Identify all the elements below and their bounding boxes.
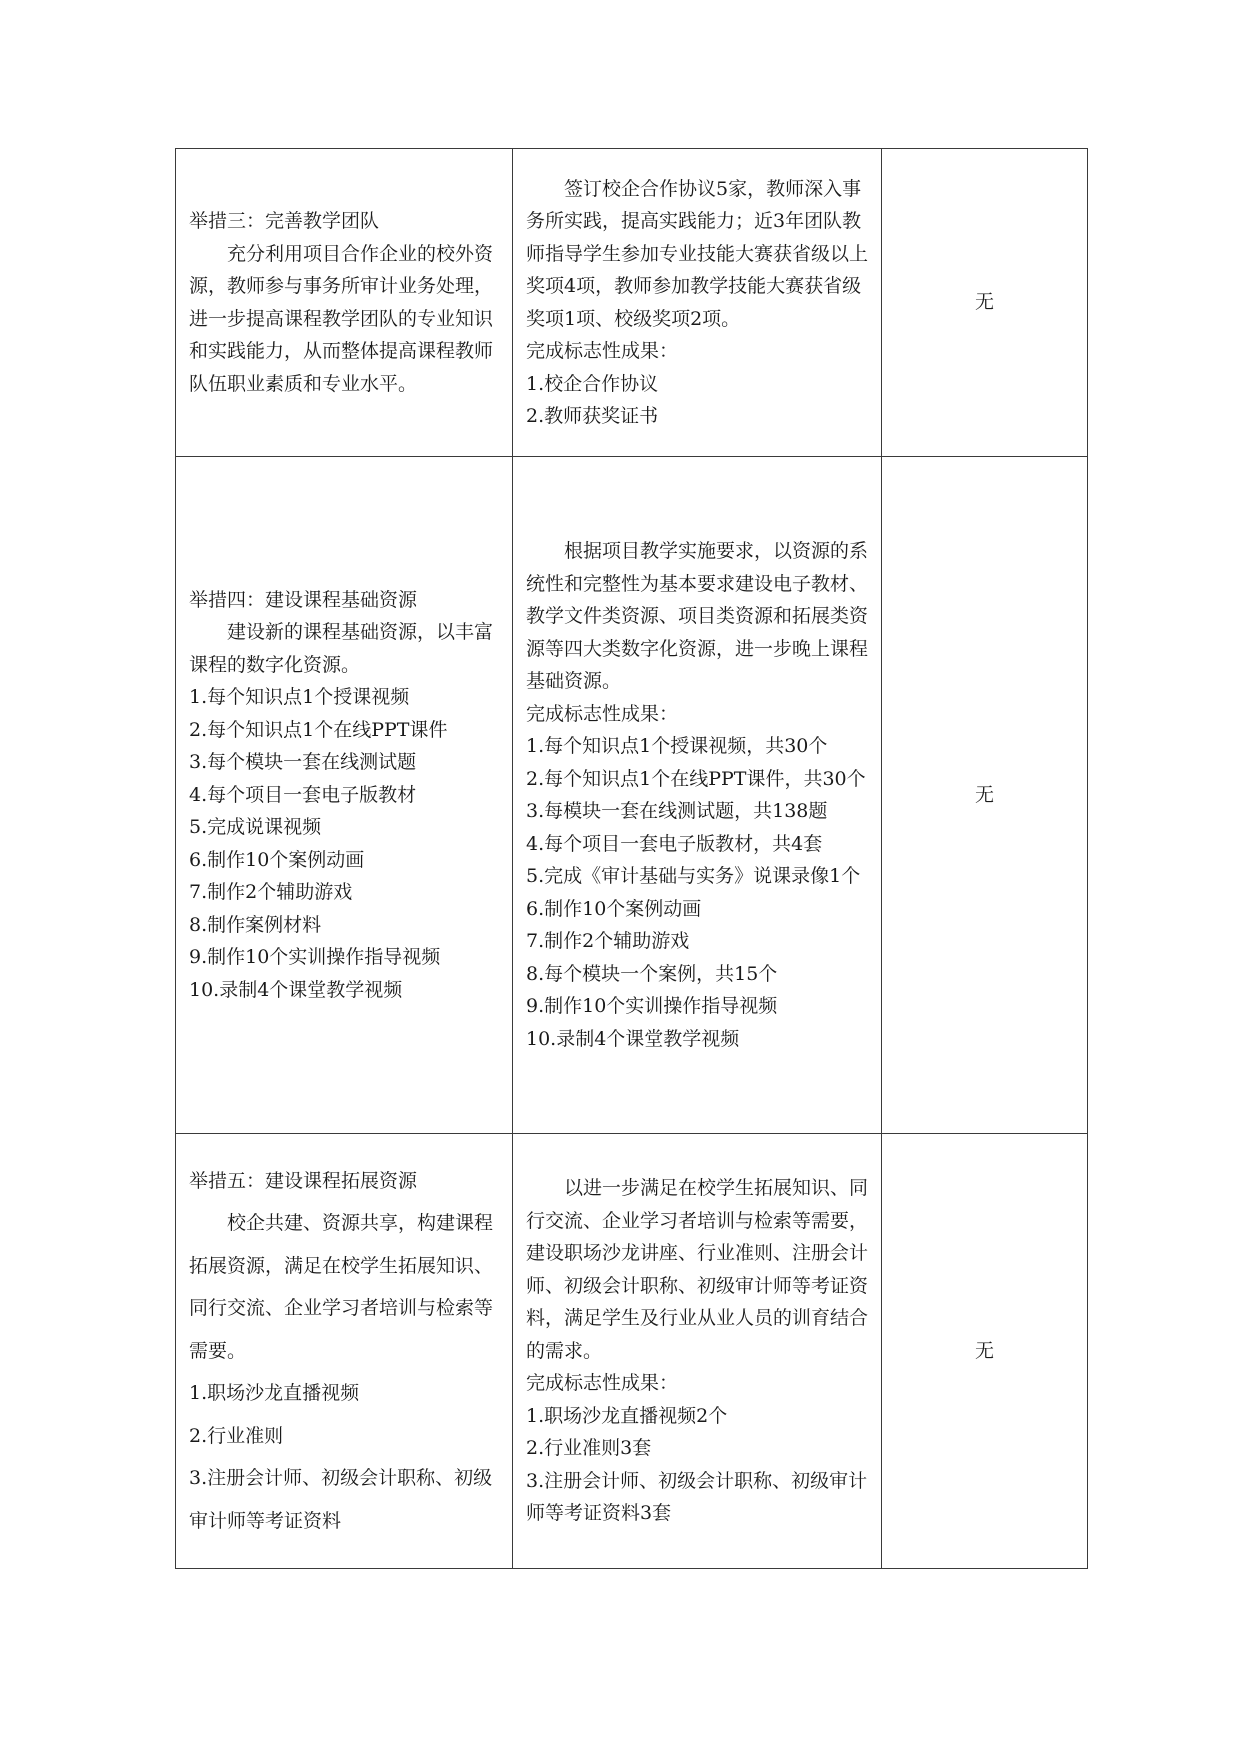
result-item: 3.每模块一套在线测试题，共138题 [526,800,828,822]
remark-cell [882,457,1088,1134]
result-cell [513,149,882,457]
result-item: 10.录制4个课堂教学视频 [526,1027,740,1050]
measure-title: 举措三：完善教学团队 [189,210,380,232]
table-row [176,457,1088,1134]
measure-item: 9.制作10个实训操作指导视频 [189,946,441,969]
table-row [176,1134,1088,1569]
measure-title: 举措四：建设课程基础资源 [189,588,418,611]
result-item: 6.制作10个案例动画 [526,897,702,920]
result-item: 2.每个知识点1个在线PPT课件，共30个 [526,767,866,790]
result-item: 1.每个知识点1个授课视频，共30个 [526,735,828,757]
measure-description: 校企共建、资源共享，构建课程拓展资源，满足在校学生拓展知识、同行交流、企业学习者培训与检索等需要。 [189,1212,494,1362]
result-outcome-label: 完成标志性成果： [526,1372,679,1395]
result-item: 3.注册会计师、初级会计职称、初级审计师等考证资料3套 [526,1469,868,1525]
measure-item: 3.每个模块一套在线测试题 [189,751,417,774]
measure-item: 10.录制4个课堂教学视频 [189,978,403,1001]
result-item: 5.完成《审计基础与实务》说课录像1个 [526,865,861,887]
measure-item: 2.行业准则 [189,1424,284,1447]
measure-description: 建设新的课程基础资源，以丰富课程的数字化资源。 [189,621,494,676]
measure-item: 1.每个知识点1个授课视频 [189,686,410,709]
measure-item: 8.制作案例材料 [189,913,322,936]
remark-text: 无 [974,783,994,806]
measure-item: 3.注册会计师、初级会计职称、初级审计师等考证资料 [189,1467,493,1532]
result-item: 8.每个模块一个案例，共15个 [526,962,778,985]
measure-item: 4.每个项目一套电子版教材 [189,783,417,806]
result-outcome-label: 完成标志性成果： [526,340,679,362]
measure-item: 5.完成说课视频 [189,816,322,839]
remark-cell [882,1134,1088,1569]
result-item: 9.制作10个实训操作指导视频 [526,995,778,1017]
measures-table [175,148,1088,1569]
measure-title: 举措五：建设课程拓展资源 [189,1169,418,1192]
result-cell [513,457,882,1134]
result-item: 1.职场沙龙直播视频2个 [526,1404,728,1427]
result-item: 2.行业准则3套 [526,1437,652,1460]
measure-cell [176,1134,513,1569]
measure-item: 1.职场沙龙直播视频 [189,1382,360,1405]
result-item: 4.每个项目一套电子版教材，共4套 [526,832,823,855]
measure-cell [176,149,513,457]
result-item: 1.校企合作协议 [526,372,659,395]
result-outcome-label: 完成标志性成果： [526,702,679,725]
result-description: 以进一步满足在校学生拓展知识、同行交流、企业学习者培训与检索等需要，建设职场沙龙讲座、行业准则、注册会计师、初级会计职称、初级审计师等考证资料，满足学生及行业从业人员的训育结合的需求。 [526,1177,869,1362]
measure-item: 2.每个知识点1个在线PPT课件 [189,718,448,741]
result-description: 根据项目教学实施要求，以资源的系统性和完整性为基本要求建设电子教材、教学文件类资源、项目类资源和拓展类资源等四大类数字化资源，进一步晚上课程基础资源。 [526,540,869,692]
measure-item: 6.制作10个案例动画 [189,848,365,871]
measure-item: 7.制作2个辅助游戏 [189,881,353,904]
result-item: 2.教师获奖证书 [526,405,659,427]
table-row [176,149,1088,457]
result-cell [513,1134,882,1569]
result-description: 签订校企合作协议5家，教师深入事务所实践，提高实践能力；近3年团队教师指导学生参加专业技能大赛获省级以上奖项4项，教师参加教学技能大赛获省级奖项1项、校级奖项2项。 [526,177,869,330]
remark-text: 无 [974,291,994,314]
remark-cell [882,149,1088,457]
remark-text: 无 [974,1339,994,1362]
measure-description: 充分利用项目合作企业的校外资源，教师参与事务所审计业务处理，进一步提高课程教学团队的专业知识和实践能力，从而整体提高课程教师队伍职业素质和专业水平。 [189,242,494,395]
result-item: 7.制作2个辅助游戏 [526,930,690,952]
measure-cell [176,457,513,1134]
